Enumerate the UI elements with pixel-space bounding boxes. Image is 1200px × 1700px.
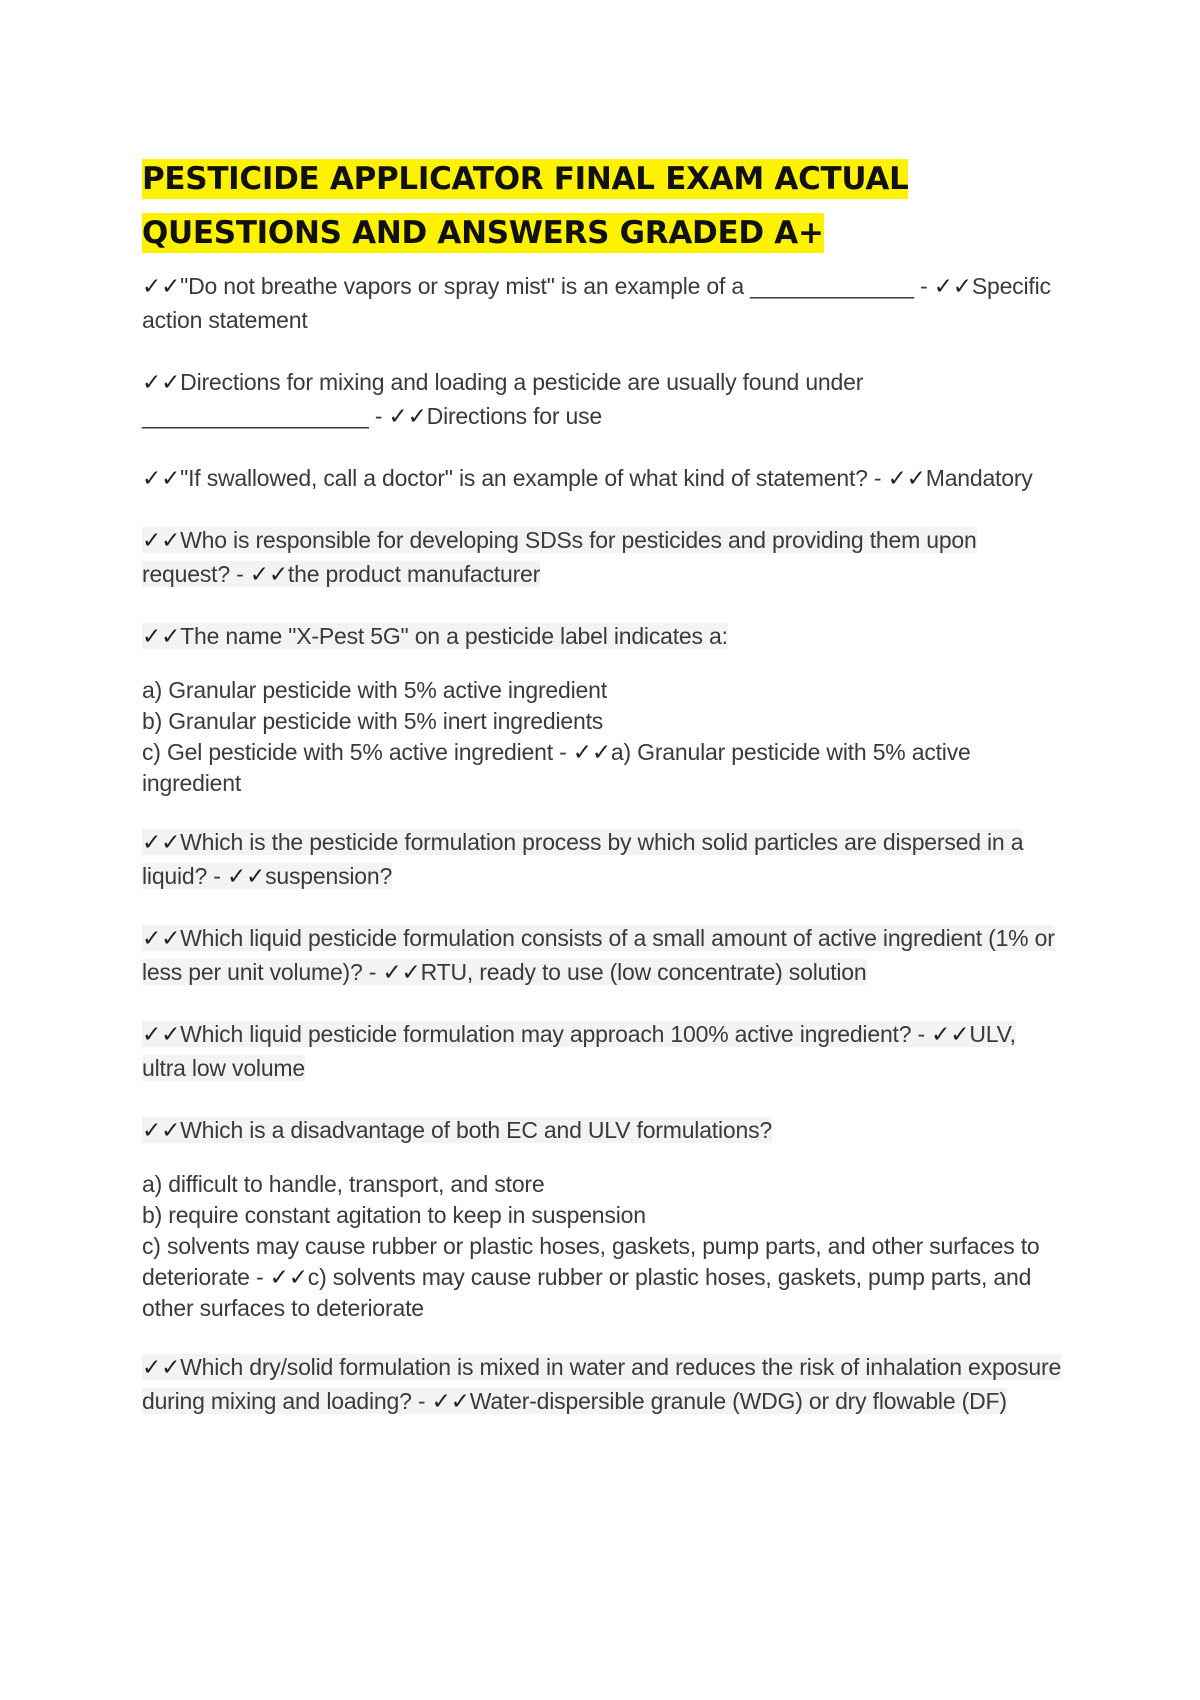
- answer-text: RTU, ready to use (low concentrate) solution: [420, 959, 867, 985]
- options-list: [142, 675, 1062, 799]
- highlighted-block: [142, 1117, 772, 1143]
- highlighted-block: [142, 1021, 1016, 1081]
- question-text: Which is a disadvantage of both EC and ULV formulations?: [180, 1117, 772, 1143]
- answer-text: Specific action statement: [142, 273, 1051, 333]
- question-text: "If swallowed, call a doctor" is an example of what kind of statement? -: [180, 465, 882, 491]
- option-a: a) difficult to handle, transport, and store: [142, 1171, 545, 1197]
- question-text: Directions for mixing and loading a pesticide are usually found under __________________ -: [142, 369, 864, 429]
- check-icon: ✓✓: [142, 369, 181, 395]
- question-text: Who is responsible for developing SDSs for pesticides and providing them upon request? -: [142, 527, 977, 587]
- qa-item: [142, 921, 1062, 989]
- check-icon: ✓✓: [142, 1021, 181, 1047]
- highlighted-block: [142, 623, 728, 649]
- answer-text: a) Granular pesticide with 5% active ingredient: [142, 739, 971, 796]
- check-icon: ✓✓: [142, 623, 181, 649]
- question-text: Which dry/solid formulation is mixed in water and reduces the risk of inhalation exposure during mixing and loading? -: [142, 1354, 1062, 1414]
- highlighted-block: [142, 829, 1023, 889]
- question-text: Which is the pesticide formulation process by which solid particles are dispersed in a liquid? -: [142, 829, 1024, 889]
- qa-item: [142, 1017, 1062, 1085]
- check-icon: ✓✓: [931, 1021, 970, 1047]
- qa-item: [142, 523, 1062, 591]
- check-icon: ✓✓: [388, 403, 427, 429]
- answer-text: c) solvents may cause rubber or plastic hoses, gaskets, pump parts, and other surfaces to deteriorate: [142, 1264, 1032, 1321]
- qa-item: [142, 825, 1062, 893]
- option-b: b) Granular pesticide with 5% inert ingredients: [142, 708, 604, 734]
- check-icon: ✓✓: [431, 1388, 470, 1414]
- question-text: "Do not breathe vapors or spray mist" is an example of a _____________ -: [180, 273, 928, 299]
- highlighted-block: [142, 527, 977, 587]
- answer-text: Water-dispersible granule (WDG) or dry flowable (DF): [469, 1388, 1007, 1414]
- qa-item: [142, 461, 1062, 495]
- check-icon: ✓✓: [382, 959, 421, 985]
- question-text: Which liquid pesticide formulation consists of a small amount of active ingredient (1% or less per unit volume)? -: [142, 925, 1055, 985]
- answer-text: the product manufacturer: [287, 561, 541, 587]
- check-icon: ✓✓: [142, 465, 181, 491]
- check-icon: ✓✓: [142, 1117, 181, 1143]
- document-title: PESTICIDE APPLICATOR FINAL EXAM ACTUAL QUESTIONS AND ANSWERS GRADED A+: [142, 161, 909, 251]
- check-icon: ✓✓: [142, 829, 181, 855]
- options-list: [142, 1169, 1062, 1324]
- check-icon: ✓✓: [572, 739, 611, 765]
- highlighted-block: [142, 925, 1055, 985]
- check-icon: ✓✓: [142, 527, 181, 553]
- option-b: b) require constant agitation to keep in suspension: [142, 1202, 646, 1228]
- option-c: c) solvents may cause rubber or plastic hoses, gaskets, pump parts, and other surfaces to deteriorate -: [142, 1233, 1040, 1290]
- option-c-with-answer: [142, 1231, 1062, 1324]
- check-icon: ✓✓: [226, 863, 266, 889]
- check-icon: ✓✓: [142, 925, 181, 951]
- qa-item: [142, 1350, 1062, 1418]
- highlighted-block: [142, 1354, 1061, 1414]
- question-text: Which liquid pesticide formulation may approach 100% active ingredient? -: [180, 1021, 925, 1047]
- qa-item: [142, 269, 1062, 337]
- qa-item: [142, 1113, 1062, 1147]
- check-icon: ✓✓: [249, 561, 288, 587]
- document-page: [142, 155, 1062, 1446]
- question-text: The name "X-Pest 5G" on a pesticide label indicates a:: [180, 623, 728, 649]
- option-c: c) Gel pesticide with 5% active ingredient -: [142, 739, 567, 765]
- check-icon: ✓✓: [933, 273, 972, 299]
- answer-text: Directions for use: [426, 403, 603, 429]
- option-c-with-answer: [142, 737, 1062, 799]
- check-icon: ✓✓: [142, 273, 181, 299]
- check-icon: ✓✓: [887, 465, 926, 491]
- qa-item: [142, 619, 1062, 653]
- option-a: a) Granular pesticide with 5% active ingredient: [142, 677, 607, 703]
- answer-text: Mandatory: [925, 465, 1033, 491]
- title-block: [142, 155, 1062, 263]
- qa-item: [142, 365, 1062, 433]
- answer-text: ULV, ultra low volume: [142, 1021, 1016, 1081]
- check-icon: ✓✓: [142, 1354, 181, 1380]
- check-icon: ✓✓: [269, 1264, 308, 1290]
- answer-text: suspension?: [265, 863, 393, 889]
